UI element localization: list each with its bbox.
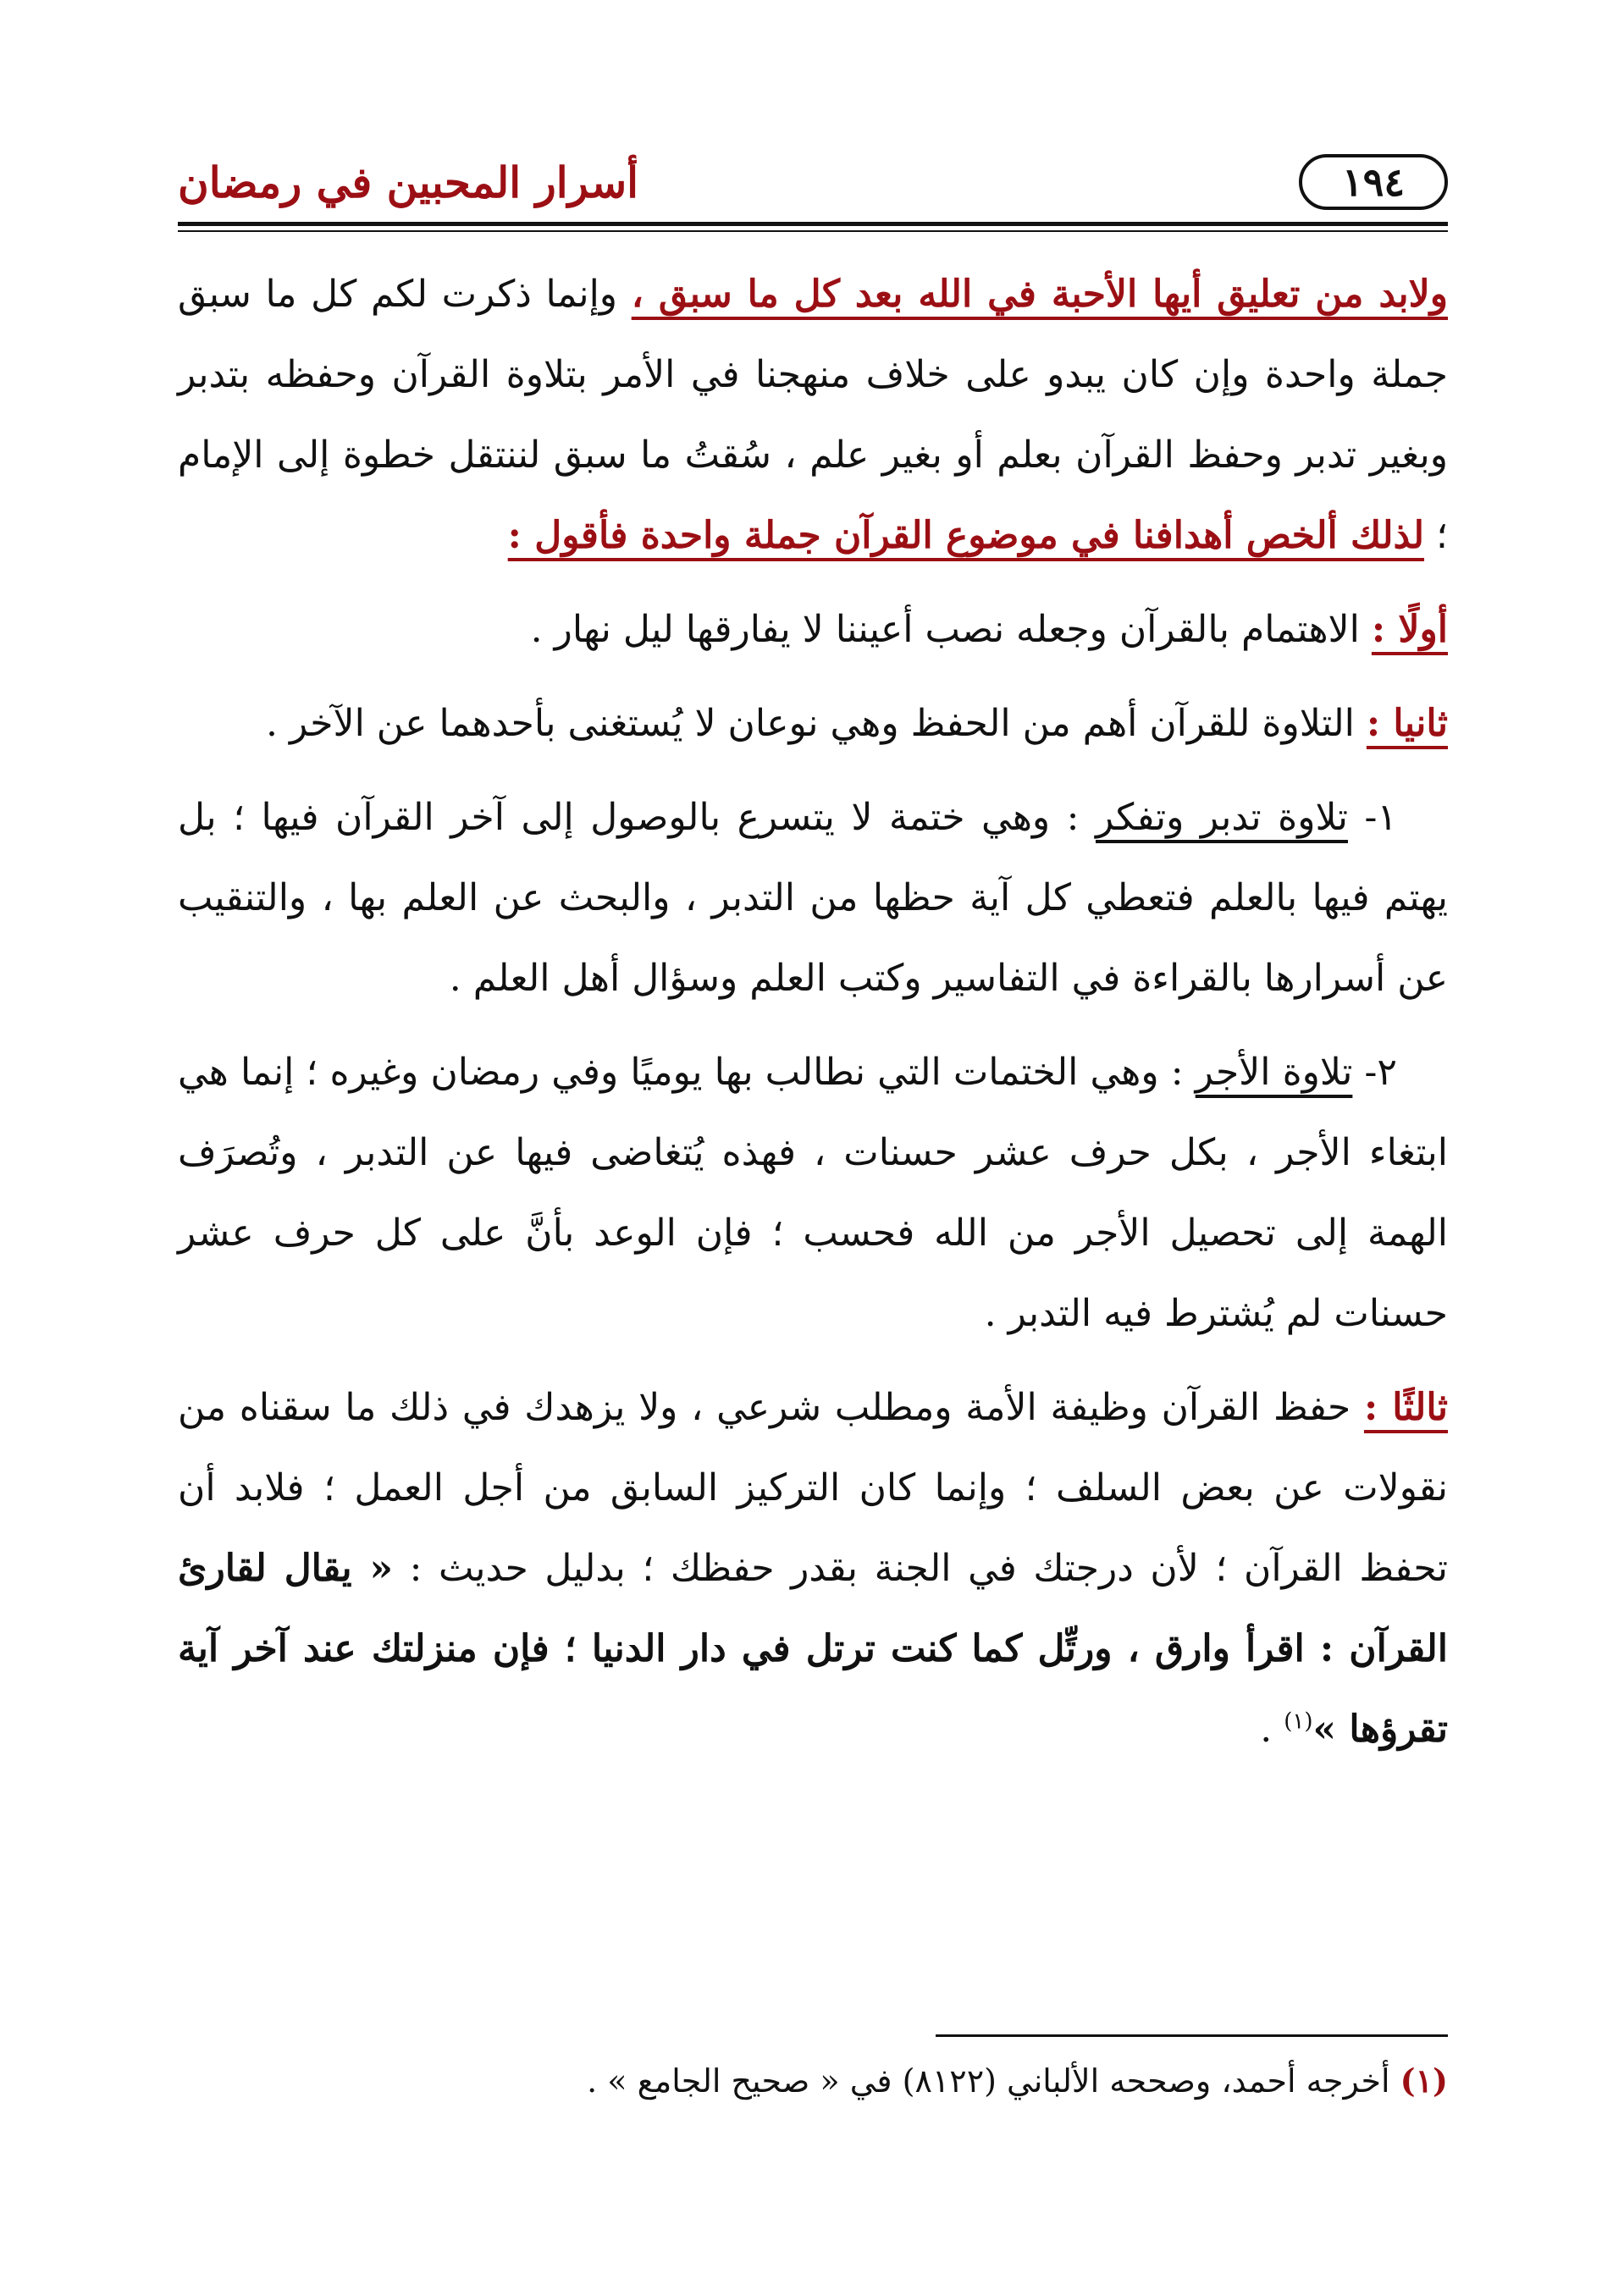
type2-text: : وهي الختمات التي نطالب بها يوميًا وفي رمضان وغيره ؛ إنما هي ابتغاء الأجر ، بكل حرف عشر حسنات ، فهذه يُتغاضى فيها عن التدبر ، وتُصرَف الهمة إلى تحصيل الأجر من الله فحسب ؛ فإن الوعد بأنَّ على كل حرف عشر حسنات لم يُشترط فيه التدبر .	[178, 1051, 1448, 1335]
intro-emphasis: ولابد من تعليق أيها الأحبة في الله بعد كل ما سبق ،	[631, 273, 1449, 316]
type1-number: ١-	[1347, 796, 1397, 839]
type1-text: : وهي ختمة لا يتسرع بالوصول إلى آخر القرآن فيها ؛ بل يهتم فيها بالعلم فتعطي كل آية حظها من التدبر ، والبحث عن العلم بها ، والتنقيب عن أسرارها بالقراءة في التفاسير وكتب العلم وسؤال أهل العلم .	[178, 796, 1448, 1000]
point-first	[178, 589, 1448, 670]
book-title: أسرار المحبين في رمضان	[178, 157, 638, 207]
intro-text: وإنما ذكرت لكم كل ما سبق جملة واحدة وإن كان يبدو على خلاف منهجنا في الأمر بتلاوة القرآن وحفظه بتدبر وبغير تدبر وحفظ القرآن بعلم أو بغير علم ، سُقتُ ما سبق لننتقل خطوة إلى الإمام ؛	[178, 273, 1448, 557]
type-one-paragraph	[178, 777, 1448, 1018]
hadith-footnote-ref: (١)	[1284, 1708, 1313, 1735]
footnote-divider	[936, 2034, 1448, 2037]
third-end: .	[1260, 1708, 1284, 1751]
footnote-marker: (١)	[1400, 2061, 1448, 2100]
page-number: ١٩٤	[1299, 154, 1448, 210]
footnote-text: أخرجه أحمد، وصححه الألباني (٨١٢٢) في « صحيح الجامع » .	[587, 2062, 1400, 2100]
hadith-quote: « يقال لقارئ القرآن : اقرأ وارق ، ورتِّل كما كنت ترتل في دار الدنيا ؛ فإن منزلتك عند آخر آية تقرؤها »	[178, 1547, 1448, 1751]
intro-paragraph	[178, 254, 1448, 576]
first-text: الاهتمام بالقرآن وجعله نصب أعيننا لا يفارقها ليل نهار .	[530, 608, 1372, 651]
second-text: التلاوة للقرآن أهم من الحفظ وهي نوعان لا يُستغنى بأحدهما عن الآخر .	[266, 702, 1367, 745]
type2-label: تلاوة الأجر	[1195, 1051, 1353, 1094]
page-header	[178, 142, 1448, 227]
third-label: ثالثًا :	[1363, 1386, 1448, 1429]
point-second	[178, 683, 1448, 764]
intro-conclusion: لذلك ألخص أهدافنا في موضوع القرآن جملة واحدة فأقول :	[507, 514, 1425, 557]
page-body	[178, 254, 1448, 1783]
type1-label: تلاوة تدبر وتفكر	[1095, 796, 1348, 839]
type-two-paragraph	[178, 1032, 1448, 1354]
footnote	[178, 2056, 1448, 2106]
third-text: حفظ القرآن وظيفة الأمة ومطلب شرعي ، ولا يزهدك في ذلك ما سقناه من نقولات عن بعض السلف ؛ وإنما كان التركيز السابق من أجل العمل ؛ فلابد أن تحفظ القرآن ؛ لأن درجتك في الجنة بقدر حفظك ؛ بدليل حديث :	[178, 1386, 1449, 1590]
header-rule-thick	[178, 222, 1448, 226]
second-label: ثانيا :	[1366, 702, 1448, 745]
header-rule-thin	[178, 230, 1448, 232]
first-label: أولًا :	[1371, 608, 1448, 651]
type2-number: ٢-	[1352, 1051, 1397, 1094]
point-third	[178, 1367, 1448, 1769]
